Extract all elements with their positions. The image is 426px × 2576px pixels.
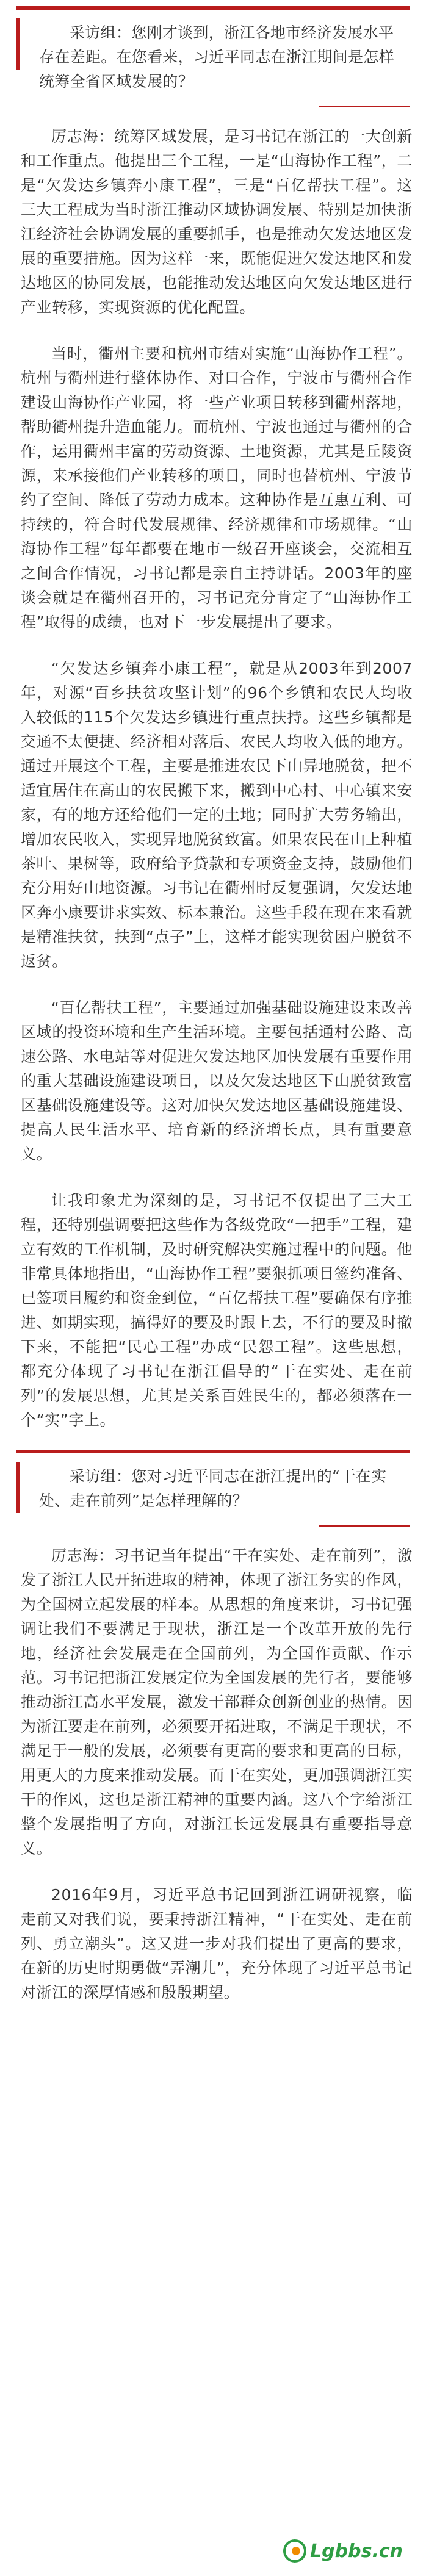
answer-paragraph: 2016年9月，习近平总书记回到浙江调研视察，临走前又对我们说，要秉持浙江精神，“干在实处、走在前列、勇立潮头”。这又进一步对我们提出了更高的要求，在新的历史时期勇做“弄潮儿”，充分体现了习近平总书记对浙江的深厚情感和殷殷期望。: [21, 1886, 413, 2001]
answer-paragraph: 让我印象尤为深刻的是，习书记不仅提出了三大工程，还特别强调要把这些作为各级党政“一把手”工程，建立有效的工作机制，及时研究解决实施过程中的问题。他非常具体地指出，“山海协作工程”要狠抓项目签约准备、已签项目履约和资金到位，“百亿帮扶工程”要确保有序推进、如期实现，搞得好的要及时跟上去，不行的要及时撤下来，不能把“民心工程”办成“民怨工程”。这些思想，都充分体现了习书记在浙江倡导的“干在实处、走在前列”的发展思想，尤其是关系百姓民生的，都必须落在一个“实”字上。: [21, 1192, 413, 1429]
site-watermark: [283, 2539, 403, 2563]
answer-paragraph: 厉志海：统筹区域发展，是习书记在浙江的一大创新和工作重点。他提出三个工程，一是“山海协作工程”，二是“欠发达乡镇奔小康工程”，三是“百亿帮扶工程”。这三大工程成为当时浙江推动区域协调发展、特别是加快浙江经济社会协调发展的重要抓手，也是推动欠发达地区发展的重要措施。因为这样一来，既能促进欠发达地区和发达地区的协同发展，也能推动发达地区向欠发达地区进行产业转移，实现资源的优化配置。: [21, 128, 413, 316]
question-box-2: [16, 1450, 410, 1527]
lgbbs-logo-icon: [283, 2539, 306, 2563]
question-text: 采访组：您刚才谈到，浙江各地市经济发展水平存在差距。在您看来，习近平同志在浙江期间是怎样统筹全省区域发展的？: [39, 24, 394, 90]
answer-paragraph: 厉志海：习书记当年提出“干在实处、走在前列”，激发了浙江人民开拓进取的精神，体现了浙江务实的作风，为全国树立起发展的样本。从思想的角度来讲，习书记强调让我们不要满足于现状，浙江是一个改革开放的先行地，经济社会发展走在全国前列，为全国作贡献、作示范。习书记把浙江发展定位为全国发展的先行者，要能够推动浙江高水平发展，激发干部群众创新创业的热情。因为浙江要走在前列，必须要开拓进取，不满足于现状，不满足于一般的发展，必须要有更高的要求和更高的目标，用更大的力度来推动发展。而干在实处，更加强调浙江实干的作风，这也是浙江精神的重要内涵。这八个字给浙江整个发展指明了方向，对浙江长远发展具有重要指导意义。: [21, 1547, 413, 1857]
question-text: 采访组：您对习近平同志在浙江提出的“干在实处、走在前列”是怎样理解的？: [39, 1467, 387, 1509]
answer-paragraph: 当时，衢州主要和杭州市结对实施“山海协作工程”。杭州与衢州进行整体协作、对口合作，宁波市与衢州合作建设山海协作产业园，将一些产业项目转移到衢州落地，帮助衢州提升造血能力。而杭州、宁波也通过与衢州的合作，运用衢州丰富的劳动资源、土地资源，尤其是丘陵资源，来承接他们产业转移的项目，同时也替杭州、宁波节约了空间、降低了劳动力成本。这种协作是互惠互利、可持续的，符合时代发展规律、经济规律和市场规律。“山海协作工程”每年都要在地市一级召开座谈会，交流相互之间合作情况，习书记都是亲自主持讲话。2003年的座谈会就是在衢州召开的，习书记充分肯定了“山海协作工程”取得的成绩，也对下一步发展提出了要求。: [21, 345, 413, 631]
answer-1: [0, 124, 426, 1433]
answer-2: [0, 1544, 426, 2005]
question-box-1: [16, 6, 410, 107]
watermark-text: Lgbbs.cn: [310, 2540, 403, 2562]
answer-paragraph: “欠发达乡镇奔小康工程”，就是从2003年到2007年，对源“百乡扶贫攻坚计划”的96个乡镇和农民人均收入较低的115个欠发达乡镇进行重点扶持。这些乡镇都是交通不太便捷、经济相对落后、农民人均收入低的地方。通过开展这个工程，主要是推进农民下山异地脱贫，把不适宜居住在高山的农民搬下来，搬到中心村、中心镇来安家，有的地方还给他们一定的土地；同时扩大劳务输出，增加农民收入，实现异地脱贫致富。如果农民在山上种植茶叶、果树等，政府给予贷款和专项资金支持，鼓励他们充分用好山地资源。习书记在衢州时反复强调，欠发达地区奔小康要讲求实效、标本兼治。这些手段在现在来看就是精准扶贫，扶到“点子”上，这样才能实现贫困户脱贫不返贫。: [21, 660, 413, 970]
answer-paragraph: “百亿帮扶工程”，主要通过加强基础设施建设来改善区域的投资环境和生产生活环境。主要包括通村公路、高速公路、水电站等对促进欠发达地区加快发展有重要作用的重大基础设施建设项目，以及欠发达地区下山脱贫致富区基础设施建设等。这对加快欠发达地区基础设施建设、提高人民生活水平、培育新的经济增长点，具有重要意义。: [21, 999, 413, 1163]
